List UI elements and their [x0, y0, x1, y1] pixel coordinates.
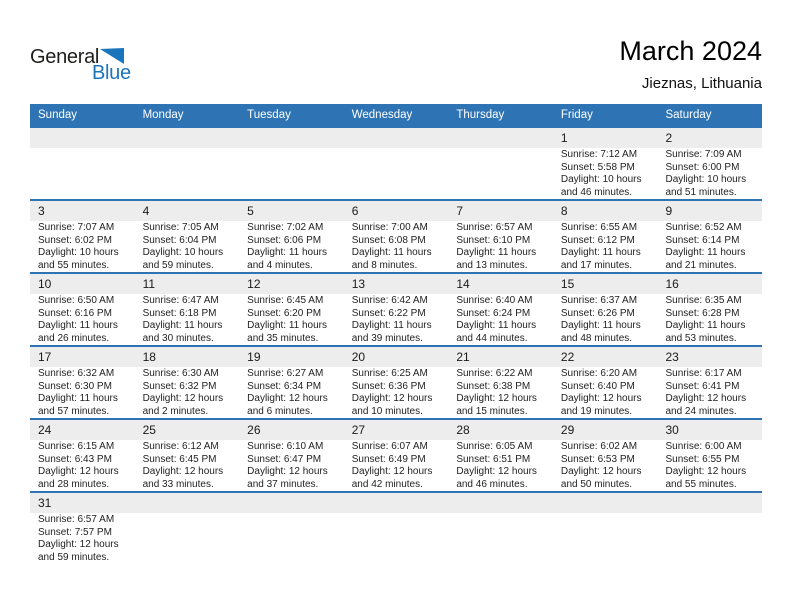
sunset-text: Sunset: 6:28 PM: [665, 307, 740, 319]
weeks-container: [30, 126, 762, 564]
daylight-text: Daylight: 12 hours and 55 minutes.: [665, 466, 747, 490]
day-number: [344, 128, 449, 148]
daylight-text: Daylight: 12 hours and 28 minutes.: [38, 466, 119, 490]
sunset-text: Sunset: 6:08 PM: [351, 234, 426, 246]
day-number: [657, 493, 762, 513]
daylight-text: Daylight: 11 hours and 48 minutes.: [560, 320, 641, 344]
day-cell: [657, 367, 762, 418]
daylight-text: Daylight: 11 hours and 57 minutes.: [38, 393, 118, 417]
day-number-band: [30, 274, 762, 294]
sunrise-text: Sunrise: 6:17 AM: [665, 368, 742, 379]
daylight-text: Daylight: 12 hours and 33 minutes.: [142, 466, 224, 490]
sunset-text: Sunset: 6:55 PM: [665, 453, 740, 465]
sunset-text: Sunset: 6:22 PM: [351, 307, 426, 319]
sunset-text: Sunset: 6:53 PM: [560, 453, 635, 465]
day-cell: [657, 294, 762, 345]
day-number: 6: [351, 204, 359, 218]
sunrise-text: Sunrise: 6:57 AM: [38, 514, 115, 525]
day-number: 14: [456, 277, 470, 291]
daylight-text: Daylight: 11 hours and 8 minutes.: [351, 247, 432, 271]
day-number: 4: [142, 204, 150, 218]
day-cell: [135, 294, 240, 345]
day-number-band: [30, 420, 762, 440]
empty-day-cell: [239, 513, 344, 564]
day-number: 20: [351, 350, 366, 364]
sunset-text: Sunset: 6:43 PM: [38, 453, 112, 465]
day-number: 26: [247, 423, 261, 437]
weekday-header-tuesday: Tuesday: [247, 109, 291, 121]
empty-day-cell: [344, 148, 449, 199]
logo-text-general: General: [30, 46, 100, 68]
day-cell: [553, 221, 658, 272]
day-number: [135, 128, 240, 148]
day-cell: [135, 367, 240, 418]
day-details-band: [30, 513, 762, 564]
daylight-text: Daylight: 11 hours and 4 minutes.: [247, 247, 328, 271]
sunrise-text: Sunrise: 7:07 AM: [38, 222, 115, 233]
day-cell: [448, 440, 553, 491]
sunrise-text: Sunrise: 6:45 AM: [247, 295, 324, 306]
empty-day-cell: [135, 148, 240, 199]
empty-day-cell: [30, 148, 135, 199]
sunrise-text: Sunrise: 7:09 AM: [665, 149, 742, 160]
weekday-header-monday: Monday: [142, 109, 184, 121]
day-number: [239, 493, 344, 513]
empty-day-cell: [239, 148, 344, 199]
day-number: 9: [665, 204, 673, 218]
day-number: [135, 493, 240, 513]
day-cell: [239, 294, 344, 345]
day-number: [448, 128, 553, 148]
sunset-text: Sunset: 6:26 PM: [560, 307, 635, 319]
day-cell: [30, 440, 135, 491]
day-cell: [448, 221, 553, 272]
sunrise-text: Sunrise: 6:55 AM: [560, 222, 638, 233]
logo-triangle-icon: [100, 48, 124, 65]
daylight-text: Daylight: 12 hours and 6 minutes.: [247, 393, 328, 417]
day-number: 7: [456, 204, 463, 218]
day-cell: [657, 440, 762, 491]
sunset-text: Sunset: 6:16 PM: [38, 307, 112, 319]
day-number: 13: [351, 277, 366, 291]
weekday-header-sunday: Sunday: [38, 109, 78, 121]
day-number-band: [30, 493, 762, 513]
day-number: 28: [456, 423, 470, 437]
sunset-text: Sunset: 7:57 PM: [38, 526, 112, 538]
sunset-text: Sunset: 5:58 PM: [560, 161, 635, 173]
daylight-text: Daylight: 10 hours and 59 minutes.: [142, 247, 224, 271]
day-number: [448, 493, 553, 513]
day-cell: [239, 367, 344, 418]
calendar-table: [30, 104, 762, 564]
day-number: [239, 128, 344, 148]
day-cell: [344, 367, 449, 418]
day-number: 8: [560, 204, 568, 218]
sunrise-text: Sunrise: 7:05 AM: [142, 222, 219, 233]
day-number: 10: [38, 277, 52, 291]
day-number: 27: [351, 423, 366, 437]
daylight-text: Daylight: 11 hours and 44 minutes.: [456, 320, 537, 344]
day-number: 1: [560, 131, 568, 145]
day-cell: [344, 440, 449, 491]
week-row: [30, 491, 762, 564]
sunset-text: Sunset: 6:02 PM: [38, 234, 112, 246]
sunrise-text: Sunrise: 6:15 AM: [38, 441, 115, 452]
day-cell: [553, 148, 658, 199]
sunrise-text: Sunrise: 6:20 AM: [560, 368, 638, 379]
weekday-header-row: [30, 104, 762, 126]
day-cell: [30, 367, 135, 418]
sunset-text: Sunset: 6:49 PM: [351, 453, 426, 465]
day-number: 15: [560, 277, 575, 291]
sunrise-text: Sunrise: 6:05 AM: [456, 441, 533, 452]
daylight-text: Daylight: 10 hours and 55 minutes.: [38, 247, 119, 271]
day-details-band: [30, 221, 762, 272]
day-number: [344, 493, 449, 513]
day-number: 5: [247, 204, 254, 218]
day-number-band: [30, 347, 762, 367]
sunrise-text: Sunrise: 6:25 AM: [351, 368, 428, 379]
day-cell: [448, 367, 553, 418]
sunrise-text: Sunrise: 6:00 AM: [665, 441, 742, 452]
sunset-text: Sunset: 6:38 PM: [456, 380, 531, 392]
sunrise-text: Sunrise: 6:50 AM: [38, 295, 115, 306]
daylight-text: Daylight: 12 hours and 10 minutes.: [351, 393, 433, 417]
day-cell: [344, 221, 449, 272]
daylight-text: Daylight: 12 hours and 42 minutes.: [351, 466, 433, 490]
sunrise-text: Sunrise: 6:52 AM: [665, 222, 742, 233]
sunset-text: Sunset: 6:40 PM: [560, 380, 635, 392]
sunrise-text: Sunrise: 6:12 AM: [142, 441, 219, 452]
day-number-band: [30, 201, 762, 221]
weekday-header-thursday: Thursday: [456, 109, 505, 121]
week-row: [30, 272, 762, 345]
sunset-text: Sunset: 6:04 PM: [142, 234, 217, 246]
sunrise-text: Sunrise: 6:02 AM: [560, 441, 638, 452]
day-cell: [239, 221, 344, 272]
day-cell: [344, 294, 449, 345]
day-cell: [553, 367, 658, 418]
daylight-text: Daylight: 12 hours and 46 minutes.: [456, 466, 537, 490]
day-number: 11: [142, 277, 156, 291]
day-cell: [657, 221, 762, 272]
daylight-text: Daylight: 12 hours and 59 minutes.: [38, 539, 119, 563]
sunset-text: Sunset: 6:24 PM: [456, 307, 531, 319]
day-cell: [448, 294, 553, 345]
daylight-text: Daylight: 12 hours and 50 minutes.: [560, 466, 642, 490]
day-cell: [30, 513, 135, 564]
daylight-text: Daylight: 12 hours and 15 minutes.: [456, 393, 537, 417]
sunrise-text: Sunrise: 6:57 AM: [456, 222, 533, 233]
day-number: 25: [142, 423, 156, 437]
day-number: [30, 128, 135, 148]
daylight-text: Daylight: 11 hours and 26 minutes.: [38, 320, 118, 344]
day-number: 3: [38, 204, 45, 218]
day-cell: [657, 148, 762, 199]
day-number: 17: [38, 350, 52, 364]
sunset-text: Sunset: 6:47 PM: [247, 453, 322, 465]
week-row: [30, 418, 762, 491]
sunset-text: Sunset: 6:14 PM: [665, 234, 740, 246]
daylight-text: Daylight: 10 hours and 46 minutes.: [560, 174, 642, 198]
weekday-header-saturday: Saturday: [665, 109, 712, 121]
daylight-text: Daylight: 11 hours and 17 minutes.: [560, 247, 641, 271]
sunrise-text: Sunrise: 6:37 AM: [560, 295, 638, 306]
sunset-text: Sunset: 6:12 PM: [560, 234, 635, 246]
day-number: 12: [247, 277, 261, 291]
day-number: 18: [142, 350, 156, 364]
day-number: 19: [247, 350, 261, 364]
daylight-text: Daylight: 11 hours and 35 minutes.: [247, 320, 328, 344]
day-number: [553, 493, 658, 513]
weekday-header-wednesday: Wednesday: [351, 109, 413, 121]
sunset-text: Sunset: 6:30 PM: [38, 380, 112, 392]
sunrise-text: Sunrise: 6:10 AM: [247, 441, 324, 452]
sunrise-text: Sunrise: 7:12 AM: [560, 149, 638, 160]
day-number: 30: [665, 423, 679, 437]
sunset-text: Sunset: 6:41 PM: [665, 380, 740, 392]
daylight-text: Daylight: 11 hours and 30 minutes.: [142, 320, 223, 344]
general-blue-logo: [30, 46, 131, 83]
day-number: 16: [665, 277, 679, 291]
empty-day-cell: [344, 513, 449, 564]
sunrise-text: Sunrise: 7:00 AM: [351, 222, 428, 233]
empty-day-cell: [657, 513, 762, 564]
sunset-text: Sunset: 6:36 PM: [351, 380, 426, 392]
sunrise-text: Sunrise: 7:02 AM: [247, 222, 324, 233]
sunrise-text: Sunrise: 6:22 AM: [456, 368, 533, 379]
day-number: 21: [456, 350, 470, 364]
day-cell: [239, 440, 344, 491]
sunrise-text: Sunrise: 6:42 AM: [351, 295, 428, 306]
sunrise-text: Sunrise: 6:32 AM: [38, 368, 115, 379]
day-number: 29: [560, 423, 575, 437]
empty-day-cell: [448, 148, 553, 199]
location-subtitle: Jieznas, Lithuania: [641, 75, 762, 92]
sunset-text: Sunset: 6:18 PM: [142, 307, 217, 319]
day-cell: [553, 440, 658, 491]
weekday-header-friday: Friday: [560, 109, 593, 121]
day-cell: [135, 440, 240, 491]
day-details-band: [30, 440, 762, 491]
day-number: 23: [665, 350, 679, 364]
sunset-text: Sunset: 6:10 PM: [456, 234, 531, 246]
daylight-text: Daylight: 12 hours and 2 minutes.: [142, 393, 224, 417]
sunset-text: Sunset: 6:00 PM: [665, 161, 740, 173]
sunset-text: Sunset: 6:32 PM: [142, 380, 217, 392]
daylight-text: Daylight: 12 hours and 37 minutes.: [247, 466, 328, 490]
sunrise-text: Sunrise: 6:40 AM: [456, 295, 533, 306]
day-number: 31: [38, 496, 52, 510]
day-cell: [30, 221, 135, 272]
day-number: 22: [560, 350, 575, 364]
day-details-band: [30, 148, 762, 199]
daylight-text: Daylight: 11 hours and 39 minutes.: [351, 320, 432, 344]
sunset-text: Sunset: 6:20 PM: [247, 307, 322, 319]
sunset-text: Sunset: 6:45 PM: [142, 453, 217, 465]
day-cell: [135, 221, 240, 272]
sunrise-text: Sunrise: 6:07 AM: [351, 441, 428, 452]
daylight-text: Daylight: 10 hours and 51 minutes.: [665, 174, 747, 198]
daylight-text: Daylight: 12 hours and 24 minutes.: [665, 393, 747, 417]
month-title: March 2024: [619, 36, 762, 66]
sunrise-text: Sunrise: 6:35 AM: [665, 295, 742, 306]
sunrise-text: Sunrise: 6:30 AM: [142, 368, 219, 379]
week-row: [30, 199, 762, 272]
empty-day-cell: [448, 513, 553, 564]
day-cell: [30, 294, 135, 345]
daylight-text: Daylight: 11 hours and 53 minutes.: [665, 320, 746, 344]
day-details-band: [30, 294, 762, 345]
title-block: [619, 36, 762, 92]
week-row: [30, 126, 762, 199]
daylight-text: Daylight: 11 hours and 13 minutes.: [456, 247, 537, 271]
logo-text-blue: Blue: [92, 62, 131, 84]
day-details-band: [30, 367, 762, 418]
sunset-text: Sunset: 6:51 PM: [456, 453, 531, 465]
sunrise-text: Sunrise: 6:27 AM: [247, 368, 324, 379]
day-number-band: [30, 128, 762, 148]
day-number: 2: [665, 131, 673, 145]
empty-day-cell: [553, 513, 658, 564]
week-row: [30, 345, 762, 418]
day-number: 24: [38, 423, 52, 437]
day-cell: [553, 294, 658, 345]
daylight-text: Daylight: 11 hours and 21 minutes.: [665, 247, 746, 271]
daylight-text: Daylight: 12 hours and 19 minutes.: [560, 393, 642, 417]
sunrise-text: Sunrise: 6:47 AM: [142, 295, 219, 306]
sunset-text: Sunset: 6:06 PM: [247, 234, 322, 246]
empty-day-cell: [135, 513, 240, 564]
sunset-text: Sunset: 6:34 PM: [247, 380, 322, 392]
